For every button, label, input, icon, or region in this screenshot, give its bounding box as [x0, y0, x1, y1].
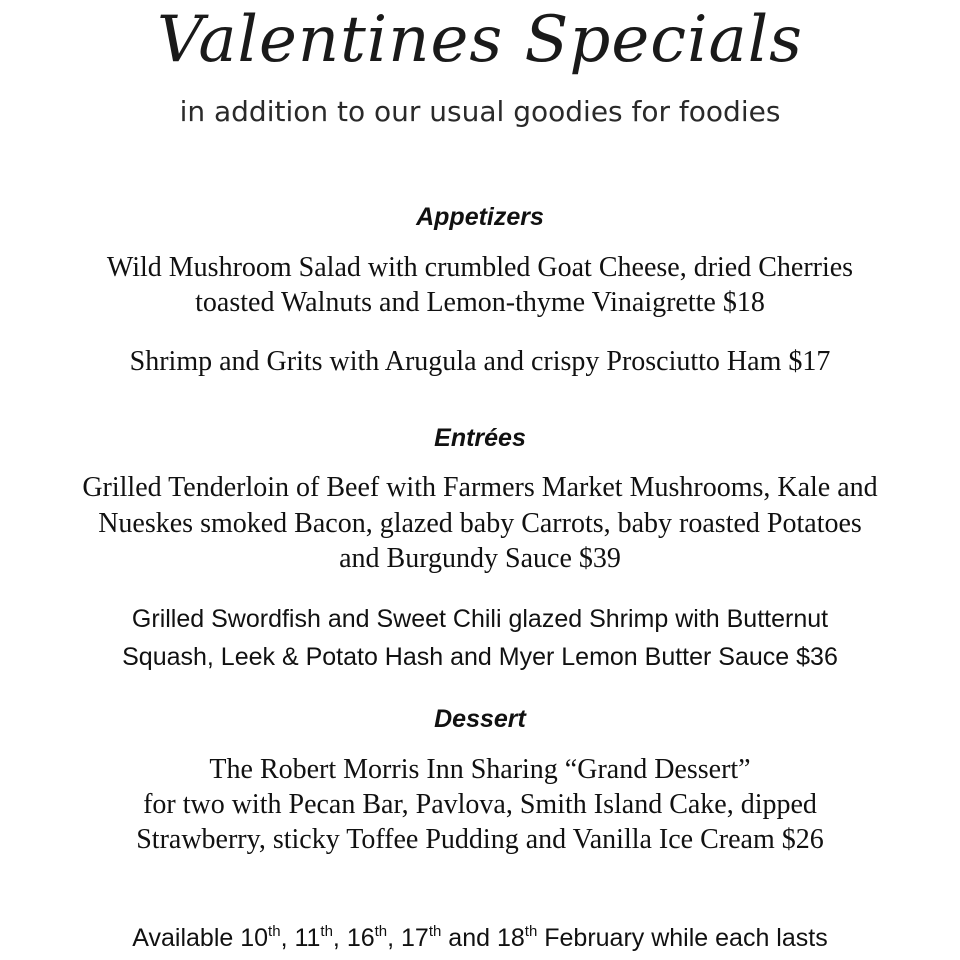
ordinal-suffix: th — [524, 923, 538, 940]
appetizer-2-line-1: Shrimp and Grits with Arugula and crispy Prosciutto Ham $17 — [129, 346, 831, 377]
dessert-1-line-3: Strawberry, sticky Toffee Pudding and Vanilla Ice Cream $26 — [136, 824, 824, 855]
entree-2-line-1: Grilled Swordfish and Sweet Chili glazed Shrimp with Butternut — [131, 605, 829, 633]
section-heading-dessert: Dessert — [434, 705, 526, 733]
entree-1-line-1: Grilled Tenderloin of Beef with Farmers Market Mushrooms, Kale and — [82, 472, 878, 503]
ordinal-suffix: th — [374, 923, 388, 940]
entree-1-line-2: Nueskes smoked Bacon, glazed baby Carrots, baby roasted Potatoes — [98, 508, 862, 539]
availability-sep: , 16 — [332, 924, 375, 952]
dessert-1-line-1: The Robert Morris Inn Sharing “Grand Dessert” — [209, 754, 751, 785]
ordinal-suffix: th — [320, 923, 333, 940]
availability-suffix: February while each lasts — [537, 924, 828, 952]
section-heading-entrees: Entrées — [434, 424, 526, 452]
section-heading-appetizers: Appetizers — [416, 203, 544, 231]
availability-note — [0, 920, 960, 956]
appetizer-1-line-2: toasted Walnuts and Lemon-thyme Vinaigrette $18 — [195, 287, 765, 318]
entree-2-line-2: Squash, Leek & Potato Hash and Myer Lemon Butter Sauce $36 — [122, 643, 838, 671]
page-subtitle: in addition to our usual goodies for foodies — [179, 95, 781, 128]
availability-sep: , 17 — [387, 924, 429, 952]
dessert-1-line-2: for two with Pecan Bar, Pavlova, Smith Island Cake, dipped — [143, 789, 817, 820]
appetizer-1-line-1: Wild Mushroom Salad with crumbled Goat Cheese, dried Cherries — [106, 252, 854, 283]
ordinal-suffix: th — [428, 923, 442, 940]
availability-sep: , 11 — [280, 924, 321, 952]
availability-prefix: Available 10 — [132, 924, 269, 952]
availability-sep: and 18 — [441, 924, 525, 952]
page-title: Valentines Specials — [157, 3, 803, 77]
ordinal-suffix: th — [268, 923, 281, 940]
entree-1-line-3: and Burgundy Sauce $39 — [339, 543, 621, 574]
